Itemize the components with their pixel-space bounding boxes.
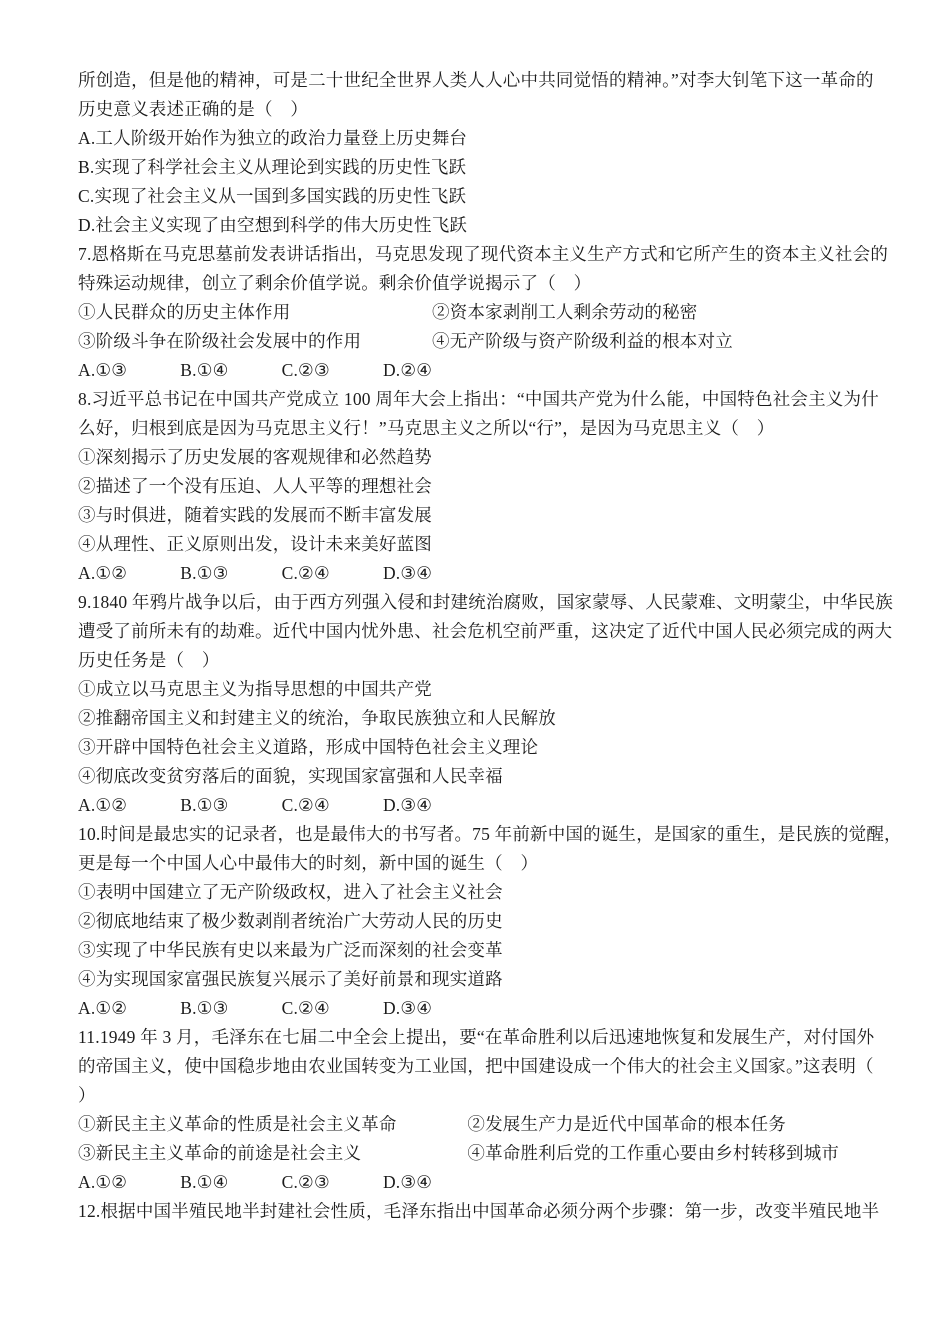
question-11	[78, 1023, 875, 1197]
text-line: D.社会主义实现了由空想到科学的伟大历史性飞跃	[78, 215, 468, 235]
text-line: 12.根据中国半殖民地半封建社会性质，毛泽东指出中国革命必须分两个步骤：第一步，改变半殖民地半	[78, 1201, 880, 1221]
text-line: A.①③ B.①④ C.②③ D.②④	[78, 360, 433, 380]
text-line: 10.时间是最忠实的记录者，也是最伟大的书写者。75 年前新中国的诞生，是国家的重生，是民族的觉醒，	[78, 824, 902, 844]
text-line: 历史意义表述正确的是（ ）	[78, 99, 309, 119]
text-line: ③阶级斗争在阶级社会发展中的作用 ④无产阶级与资产阶级利益的根本对立	[78, 331, 733, 351]
question-10	[78, 820, 902, 1023]
text-line: 的帝国主义，使中国稳步地由农业国转变为工业国，把中国建设成一个伟大的社会主义国家。”这表明（	[78, 1056, 874, 1076]
question-6-continuation	[78, 66, 872, 240]
question-7	[78, 240, 889, 385]
text-line: ③实现了中华民族有史以来最为广泛而深刻的社会变革	[78, 940, 503, 960]
text-line: 8.习近平总书记在中国共产党成立 100 周年大会上指出：“中国共产党为什么能，中国特色社会主义为什	[78, 389, 879, 409]
text-line: 7.恩格斯在马克思墓前发表讲话指出，马克思发现了现代资本主义生产方式和它所产生的资本主义社会的	[78, 244, 889, 264]
text-line: ③新民主主义革命的前途是社会主义 ④革命胜利后党的工作重心要由乡村转移到城市	[78, 1143, 840, 1163]
text-line: ④彻底改变贫穷落后的面貌，实现国家富强和人民幸福	[78, 766, 503, 786]
text-line: A.①② B.①③ C.②④ D.③④	[78, 998, 433, 1018]
text-line: ①成立以马克思主义为指导思想的中国共产党	[78, 679, 432, 699]
text-line: 所创造，但是他的精神，可是二十世纪全世界人类人人心中共同觉悟的精神。”对李大钊笔下这一革命的	[78, 70, 874, 90]
text-line: 遭受了前所未有的劫难。近代中国内忧外患、社会危机空前严重，这决定了近代中国人民必须完成的两大	[78, 621, 893, 641]
text-line: 历史任务是（ ）	[78, 650, 220, 670]
text-line: ②推翻帝国主义和封建主义的统治，争取民族独立和人民解放	[78, 708, 556, 728]
text-line: ）	[78, 1085, 96, 1105]
text-line: 特殊运动规律，创立了剩余价值学说。剩余价值学说揭示了（ ）	[78, 273, 592, 293]
question-12-partial	[78, 1197, 880, 1226]
text-line: ③开辟中国特色社会主义道路，形成中国特色社会主义理论	[78, 737, 539, 757]
question-list	[78, 66, 902, 1226]
text-line: ①深刻揭示了历史发展的客观规律和必然趋势	[78, 447, 432, 467]
text-line: ④从理性、正义原则出发，设计未来美好蓝图	[78, 534, 432, 554]
text-line: ①人民群众的历史主体作用 ②资本家剥削工人剩余劳动的秘密	[78, 302, 698, 322]
question-8	[78, 385, 879, 588]
text-line: 更是每一个中国人心中最伟大的时刻，新中国的诞生（ ）	[78, 853, 539, 873]
text-line: ④为实现国家富强民族复兴展示了美好前景和现实道路	[78, 969, 503, 989]
text-line: 9.1840 年鸦片战争以后，由于西方列强入侵和封建统治腐败，国家蒙辱、人民蒙难、文明蒙尘，中华民族	[78, 592, 893, 612]
text-line: ②彻底地结束了极少数剥削者统治广大劳动人民的历史	[78, 911, 503, 931]
text-line: ③与时俱进，随着实践的发展而不断丰富发展	[78, 505, 432, 525]
text-line: B.实现了科学社会主义从理论到实践的历史性飞跃	[78, 157, 467, 177]
text-line: A.①② B.①④ C.②③ D.③④	[78, 1172, 433, 1192]
text-line: C.实现了社会主义从一国到多国实践的历史性飞跃	[78, 186, 467, 206]
text-line: ②描述了一个没有压迫、人人平等的理想社会	[78, 476, 432, 496]
text-line: ①表明中国建立了无产阶级政权，进入了社会主义社会	[78, 882, 503, 902]
question-9	[78, 588, 893, 820]
text-line: A.工人阶级开始作为独立的政治力量登上历史舞台	[78, 128, 468, 148]
text-line: 么好，归根到底是因为马克思主义行！”马克思主义之所以“行”，是因为马克思主义（ ）	[78, 418, 775, 438]
text-line: A.①② B.①③ C.②④ D.③④	[78, 563, 433, 583]
text-line: 11.1949 年 3 月，毛泽东在七届二中全会上提出，要“在革命胜利以后迅速地恢复和发展生产，对付国外	[78, 1027, 875, 1047]
text-line: ①新民主主义革命的性质是社会主义革命 ②发展生产力是近代中国革命的根本任务	[78, 1114, 786, 1134]
text-line: A.①② B.①③ C.②④ D.③④	[78, 795, 433, 815]
